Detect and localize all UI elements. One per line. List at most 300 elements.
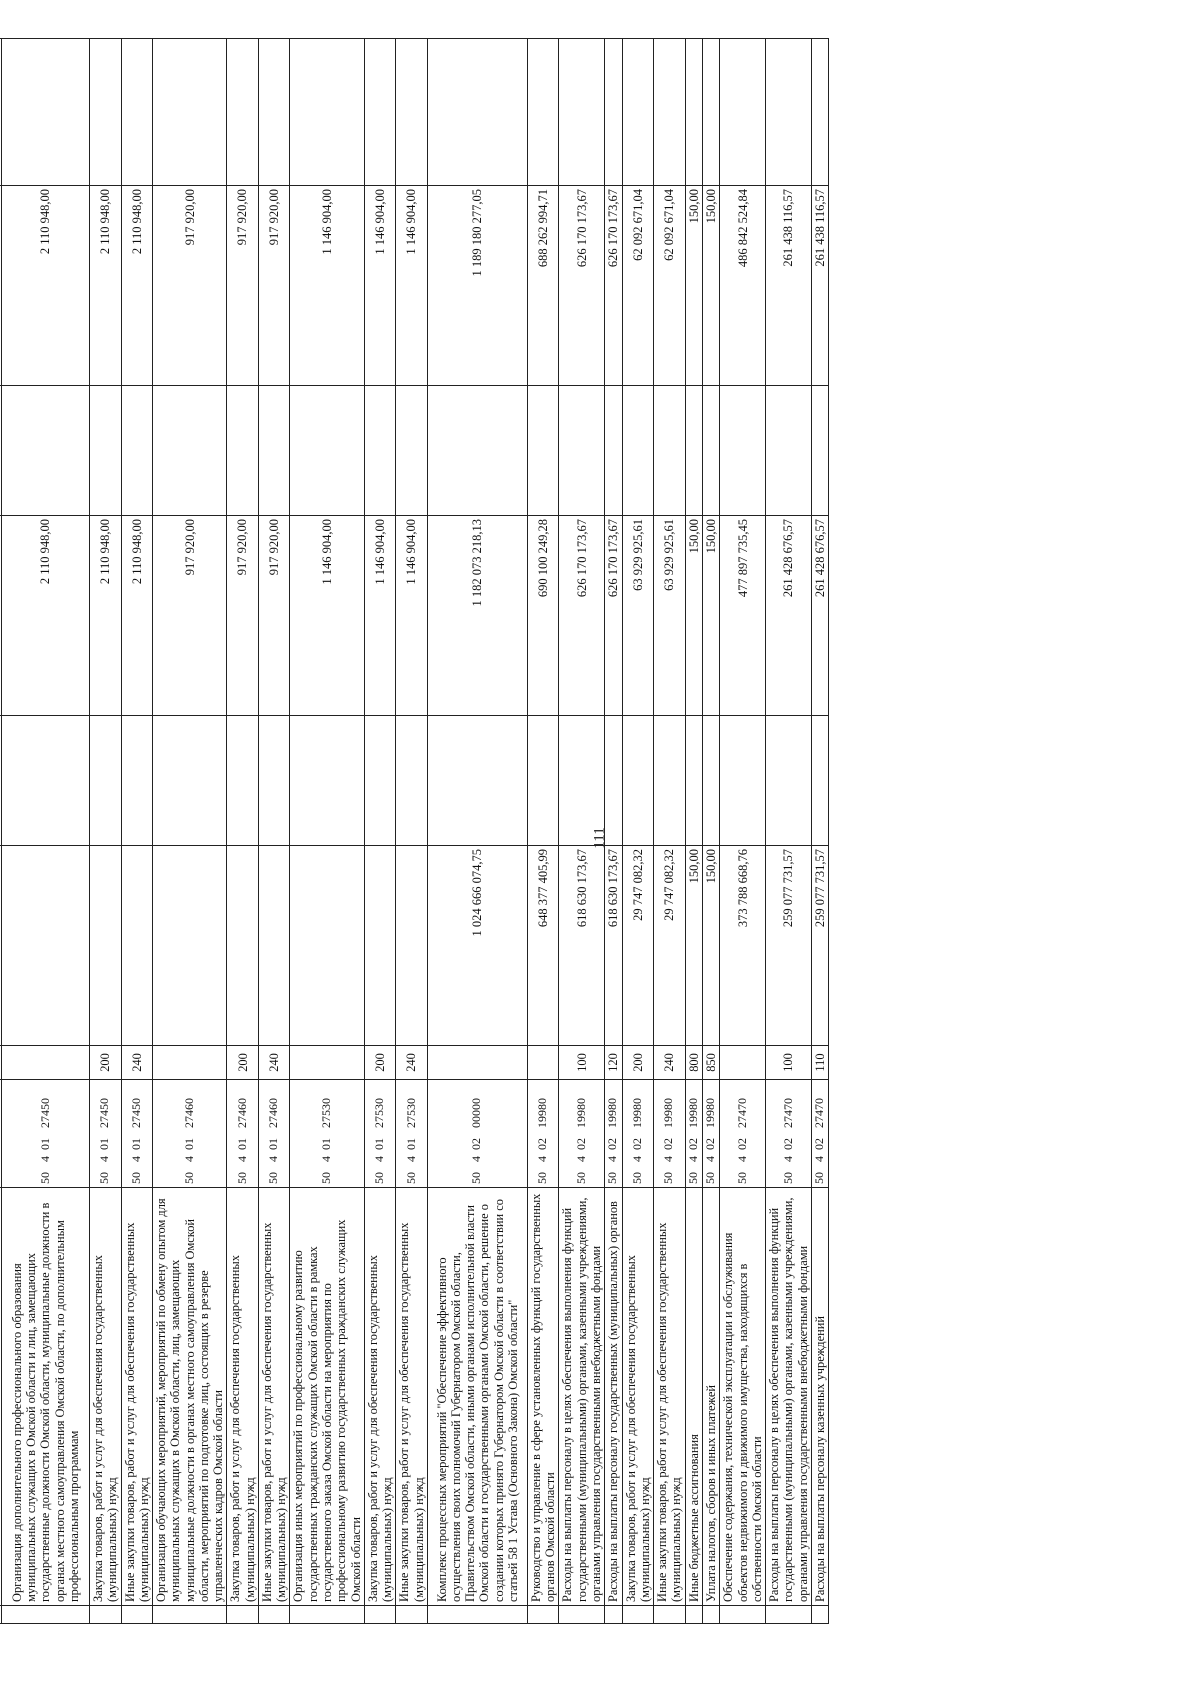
subprogram-code: 4 bbox=[685, 1156, 700, 1162]
amount-col7-cell bbox=[720, 516, 766, 716]
program-code: 50 bbox=[234, 1172, 249, 1184]
amount-col10-cell bbox=[702, 39, 719, 186]
table-row bbox=[559, 39, 605, 1624]
amount-col5: 1 024 666 074,75 bbox=[470, 849, 485, 937]
amount-col6-cell bbox=[766, 716, 812, 846]
amount-col8-cell bbox=[290, 386, 364, 516]
expense-type-code: 100 bbox=[574, 1053, 589, 1072]
amount-col9-cell bbox=[702, 186, 719, 386]
program-code: 50 bbox=[319, 1172, 334, 1184]
amount-col8-cell bbox=[153, 386, 227, 516]
program-code: 50 bbox=[780, 1172, 795, 1184]
description-text: Иные закупки товаров, работ и услуг для обеспечения государственных (муниципальных) нужд bbox=[259, 1222, 289, 1602]
description-cell bbox=[396, 1188, 428, 1606]
row-index-cell bbox=[258, 1606, 290, 1624]
description-text: Организация иных мероприятий по профессиональному развитию государственных гражданских служащих Омской области в рамках государственного заказа Омской области на мероприятия по профессиональному развитию государственных гражданских служащих Омской области bbox=[291, 1219, 363, 1602]
subprogram-code: 4 bbox=[734, 1156, 749, 1162]
item-code: 27460 bbox=[266, 1098, 281, 1128]
amount-col7: 63 929 925,61 bbox=[662, 519, 677, 591]
section-code: 02 bbox=[535, 1138, 550, 1150]
description-text: Иные закупки товаров, работ и услуг для обеспечения государственных (муниципальных) нужд bbox=[655, 1222, 684, 1602]
section-code: 02 bbox=[812, 1138, 827, 1150]
target-code-cell bbox=[364, 1080, 396, 1188]
expense-type-cell bbox=[121, 1046, 153, 1080]
amount-col7-cell bbox=[559, 516, 605, 716]
amount-col7-cell bbox=[702, 516, 719, 716]
amount-col5-cell bbox=[766, 846, 812, 1046]
amount-col7: 690 100 249,28 bbox=[535, 519, 550, 598]
table-row bbox=[720, 39, 766, 1624]
section-code: 02 bbox=[605, 1138, 620, 1150]
amount-col10-cell bbox=[654, 39, 686, 186]
table-row bbox=[153, 39, 227, 1624]
program-code: 50 bbox=[181, 1172, 196, 1184]
item-code: 19980 bbox=[535, 1098, 550, 1128]
item-code: 27450 bbox=[37, 1098, 52, 1128]
amount-col5-cell bbox=[605, 846, 622, 1046]
amount-col5-cell bbox=[702, 846, 719, 1046]
amount-col5-cell bbox=[396, 846, 428, 1046]
amount-col10-cell bbox=[720, 39, 766, 186]
page-number: 111 bbox=[591, 827, 608, 849]
amount-col9: 2 110 948,00 bbox=[129, 189, 144, 255]
amount-col9-cell bbox=[121, 186, 153, 386]
amount-col7-cell bbox=[605, 516, 622, 716]
amount-col9: 1 146 904,00 bbox=[372, 189, 387, 255]
description-text: Иные бюджетные ассигнования bbox=[686, 1434, 701, 1602]
amount-col10-cell bbox=[364, 39, 396, 186]
target-code-cell bbox=[685, 1080, 702, 1188]
description-text: Закупка товаров, работ и услуг для обеспечения государственных (муниципальных) нужд bbox=[228, 1255, 257, 1602]
amount-col10-cell bbox=[227, 39, 259, 186]
expense-type-cell bbox=[2, 1046, 90, 1080]
amount-col7: 2 110 948,00 bbox=[98, 519, 113, 585]
item-code: 27530 bbox=[372, 1098, 387, 1128]
target-code-cell bbox=[654, 1080, 686, 1188]
program-code: 50 bbox=[372, 1172, 387, 1184]
amount-col6-cell bbox=[90, 716, 122, 846]
table-row bbox=[290, 39, 364, 1624]
amount-col5-cell bbox=[559, 846, 605, 1046]
expense-type-cell bbox=[702, 1046, 719, 1080]
description-cell bbox=[559, 1188, 605, 1606]
amount-col10-cell bbox=[153, 39, 227, 186]
amount-col7-cell bbox=[622, 516, 654, 716]
description-text: Иные закупки товаров, работ и услуг для обеспечения государственных (муниципальных) нужд bbox=[397, 1222, 426, 1602]
amount-col5: 29 747 082,32 bbox=[630, 849, 645, 921]
section-code: 02 bbox=[734, 1138, 749, 1150]
expense-type-cell bbox=[685, 1046, 702, 1080]
target-code-cell bbox=[153, 1080, 227, 1188]
section-code: 02 bbox=[573, 1138, 588, 1150]
amount-col5-cell bbox=[685, 846, 702, 1046]
item-code: 19980 bbox=[605, 1098, 620, 1128]
expense-type-code: 240 bbox=[129, 1053, 144, 1072]
amount-col9-cell bbox=[654, 186, 686, 386]
amount-col6-cell bbox=[811, 716, 828, 846]
row-index-cell bbox=[290, 1606, 364, 1624]
amount-col9: 150,00 bbox=[686, 189, 701, 224]
subprogram-code: 4 bbox=[37, 1156, 52, 1162]
expense-type-cell bbox=[766, 1046, 812, 1080]
subprogram-code: 4 bbox=[181, 1156, 196, 1162]
subprogram-code: 4 bbox=[469, 1156, 484, 1162]
expense-type-code: 200 bbox=[372, 1053, 387, 1072]
amount-col7: 1 146 904,00 bbox=[372, 519, 387, 585]
amount-col6-cell bbox=[605, 716, 622, 846]
amount-col7-cell bbox=[90, 516, 122, 716]
target-code-cell bbox=[766, 1080, 812, 1188]
item-code: 27530 bbox=[319, 1098, 334, 1128]
subprogram-code: 4 bbox=[703, 1156, 718, 1162]
expense-type-cell bbox=[153, 1046, 227, 1080]
section-code: 02 bbox=[780, 1138, 795, 1150]
program-code: 50 bbox=[703, 1172, 718, 1184]
expense-type-code: 200 bbox=[630, 1053, 645, 1072]
description-cell bbox=[654, 1188, 686, 1606]
table-row bbox=[2, 39, 90, 1624]
description-text: Иные закупки товаров, работ и услуг для обеспечения государственных (муниципальных) нужд bbox=[122, 1222, 151, 1602]
amount-col5: 29 747 082,32 bbox=[662, 849, 677, 921]
table-row bbox=[121, 39, 153, 1624]
expense-type-code: 200 bbox=[98, 1053, 113, 1072]
amount-col10-cell bbox=[622, 39, 654, 186]
amount-col8-cell bbox=[121, 386, 153, 516]
section-code: 01 bbox=[403, 1138, 418, 1150]
amount-col5-cell bbox=[90, 846, 122, 1046]
table-row bbox=[90, 39, 122, 1624]
amount-col9: 917 920,00 bbox=[235, 189, 250, 246]
amount-col7: 261 428 676,57 bbox=[812, 519, 827, 598]
amount-col9-cell bbox=[153, 186, 227, 386]
item-code: 27460 bbox=[181, 1098, 196, 1128]
target-code-cell bbox=[427, 1080, 527, 1188]
expense-type-code: 850 bbox=[704, 1053, 719, 1072]
expense-type-cell bbox=[90, 1046, 122, 1080]
amount-col9-cell bbox=[364, 186, 396, 386]
amount-col10-cell bbox=[258, 39, 290, 186]
expense-type-cell bbox=[290, 1046, 364, 1080]
amount-col5-cell bbox=[811, 846, 828, 1046]
amount-col9-cell bbox=[811, 186, 828, 386]
amount-col6-cell bbox=[427, 716, 527, 846]
item-code: 27470 bbox=[734, 1098, 749, 1128]
amount-col7: 626 170 173,67 bbox=[606, 519, 621, 598]
row-index-cell bbox=[227, 1606, 259, 1624]
subprogram-code: 4 bbox=[535, 1156, 550, 1162]
program-code: 50 bbox=[685, 1172, 700, 1184]
amount-col7-cell bbox=[766, 516, 812, 716]
amount-col5-cell bbox=[2, 846, 90, 1046]
description-cell bbox=[121, 1188, 153, 1606]
amount-col10-cell bbox=[685, 39, 702, 186]
amount-col6-cell bbox=[559, 716, 605, 846]
expense-type-code: 240 bbox=[267, 1053, 282, 1072]
amount-col6-cell bbox=[396, 716, 428, 846]
amount-col5-cell bbox=[427, 846, 527, 1046]
program-code: 50 bbox=[266, 1172, 281, 1184]
item-code: 27470 bbox=[780, 1098, 795, 1128]
description-text: Закупка товаров, работ и услуг для обеспечения государственных (муниципальных) нужд bbox=[365, 1255, 395, 1602]
target-code-cell bbox=[702, 1080, 719, 1188]
section-code: 02 bbox=[629, 1138, 644, 1150]
amount-col8-cell bbox=[766, 386, 812, 516]
expense-type-cell bbox=[720, 1046, 766, 1080]
amount-col10-cell bbox=[427, 39, 527, 186]
amount-col7: 261 428 676,57 bbox=[781, 519, 796, 598]
item-code: 19980 bbox=[661, 1098, 676, 1128]
subprogram-code: 4 bbox=[812, 1156, 827, 1162]
program-code: 50 bbox=[661, 1172, 676, 1184]
expense-type-code: 100 bbox=[781, 1053, 796, 1072]
description-text: Расходы на выплаты персоналу в целях обеспечения выполнения функций государственными (муниципальными) органами, казенными учреждениями, органами управления государственными внебюджетными фондами bbox=[767, 1197, 810, 1602]
amount-col7-cell bbox=[685, 516, 702, 716]
amount-col6-cell bbox=[364, 716, 396, 846]
amount-col6-cell bbox=[2, 716, 90, 846]
target-code-cell bbox=[258, 1080, 290, 1188]
amount-col9: 2 110 948,00 bbox=[38, 189, 53, 255]
expense-type-code: 120 bbox=[606, 1053, 621, 1072]
program-code: 50 bbox=[812, 1172, 827, 1184]
amount-col10-cell bbox=[396, 39, 428, 186]
amount-col8-cell bbox=[527, 386, 559, 516]
row-index-cell bbox=[685, 1606, 702, 1624]
amount-col6-cell bbox=[702, 716, 719, 846]
amount-col7-cell bbox=[396, 516, 428, 716]
subprogram-code: 4 bbox=[234, 1156, 249, 1162]
section-code: 01 bbox=[97, 1138, 112, 1150]
amount-col7: 1 146 904,00 bbox=[319, 519, 334, 585]
description-cell bbox=[622, 1188, 654, 1606]
section-code: 01 bbox=[128, 1138, 143, 1150]
target-code-cell bbox=[90, 1080, 122, 1188]
target-code-cell bbox=[622, 1080, 654, 1188]
description-text: Расходы на выплаты персоналу казенных учреждений bbox=[813, 1316, 827, 1602]
table-row bbox=[396, 39, 428, 1624]
target-code-cell bbox=[527, 1080, 559, 1188]
expense-type-cell bbox=[622, 1046, 654, 1080]
target-code-cell bbox=[396, 1080, 428, 1188]
table-row bbox=[364, 39, 396, 1624]
amount-col9: 261 438 116,57 bbox=[812, 189, 827, 267]
row-index-cell bbox=[622, 1606, 654, 1624]
table-row bbox=[702, 39, 719, 1624]
subprogram-code: 4 bbox=[605, 1156, 620, 1162]
amount-col8-cell bbox=[622, 386, 654, 516]
row-index-cell bbox=[427, 1606, 527, 1624]
amount-col7-cell bbox=[364, 516, 396, 716]
amount-col9-cell bbox=[290, 186, 364, 386]
amount-col9-cell bbox=[766, 186, 812, 386]
expense-type-cell bbox=[811, 1046, 828, 1080]
amount-col9: 62 092 671,04 bbox=[630, 189, 645, 261]
item-code: 00000 bbox=[469, 1098, 484, 1128]
subprogram-code: 4 bbox=[573, 1156, 588, 1162]
program-code: 50 bbox=[37, 1172, 52, 1184]
target-code-cell bbox=[121, 1080, 153, 1188]
budget-table bbox=[0, 38, 829, 1624]
amount-col5: 618 630 173,67 bbox=[574, 849, 589, 928]
amount-col9-cell bbox=[227, 186, 259, 386]
amount-col9-cell bbox=[622, 186, 654, 386]
amount-col5-cell bbox=[364, 846, 396, 1046]
subprogram-code: 4 bbox=[372, 1156, 387, 1162]
amount-col9-cell bbox=[90, 186, 122, 386]
program-code: 50 bbox=[128, 1172, 143, 1184]
amount-col7: 2 110 948,00 bbox=[38, 519, 53, 585]
amount-col5-cell bbox=[153, 846, 227, 1046]
amount-col9: 486 842 524,84 bbox=[735, 189, 750, 268]
target-code-cell bbox=[290, 1080, 364, 1188]
description-cell bbox=[720, 1188, 766, 1606]
description-cell bbox=[527, 1188, 559, 1606]
item-code: 19980 bbox=[685, 1098, 700, 1128]
table-row bbox=[227, 39, 259, 1624]
amount-col5-cell bbox=[121, 846, 153, 1046]
amount-col5: 259 077 731,57 bbox=[812, 849, 827, 928]
table-row bbox=[766, 39, 812, 1624]
section-code: 01 bbox=[319, 1138, 334, 1150]
table-row bbox=[605, 39, 622, 1624]
amount-col5-cell bbox=[622, 846, 654, 1046]
description-cell bbox=[258, 1188, 290, 1606]
amount-col9: 1 189 180 277,05 bbox=[470, 189, 485, 277]
expense-type-cell bbox=[605, 1046, 622, 1080]
target-code-cell bbox=[811, 1080, 828, 1188]
description-text: Обеспечение содержания, технической эксплуатации и обслуживания объектов недвижимого и движимого имущества, находящихся в собственности Омской области bbox=[721, 1232, 764, 1602]
amount-col5-cell bbox=[720, 846, 766, 1046]
description-cell bbox=[90, 1188, 122, 1606]
row-index-cell bbox=[559, 1606, 605, 1624]
description-text: Комплекс процессных мероприятий "Обеспечение эффективного осуществления своих полномочий Губернатором Омской области, Правительством Омской области, иными органами исполнительной власти Омской области и государственными органами Омской области, решение о создании которых принято Губернатором Омской области в соответствии со статьей 58 1 Устава (Основного Закона) Омской области" bbox=[434, 1199, 520, 1602]
target-code-cell bbox=[2, 1080, 90, 1188]
amount-col5: 150,00 bbox=[703, 849, 718, 884]
amount-col9: 626 170 173,67 bbox=[606, 189, 621, 268]
amount-col8-cell bbox=[427, 386, 527, 516]
amount-col7: 917 920,00 bbox=[182, 519, 197, 576]
amount-col8-cell bbox=[605, 386, 622, 516]
amount-col7: 1 146 904,00 bbox=[404, 519, 419, 585]
table-row bbox=[527, 39, 559, 1624]
section-code: 01 bbox=[37, 1138, 52, 1150]
description-text: Закупка товаров, работ и услуг для обеспечения государственных (муниципальных) нужд bbox=[91, 1255, 120, 1602]
expense-type-cell bbox=[364, 1046, 396, 1080]
section-code: 02 bbox=[469, 1138, 484, 1150]
row-index-cell bbox=[702, 1606, 719, 1624]
amount-col7: 477 897 735,45 bbox=[735, 519, 750, 598]
amount-col9: 626 170 173,67 bbox=[574, 189, 589, 268]
description-text: Организация обучающих мероприятий, мероприятий по обмену опытом для муниципальных служащих в Омской области, лиц, замещающих муниципальные должности в органах местного самоуправления Омской области, мероприятий по подготовке лиц, состоящих в резерве управленческих кадров Омской области bbox=[154, 1198, 226, 1602]
row-index-cell bbox=[720, 1606, 766, 1624]
expense-type-cell bbox=[227, 1046, 259, 1080]
description-cell bbox=[153, 1188, 227, 1606]
amount-col7: 150,00 bbox=[703, 519, 718, 554]
section-code: 01 bbox=[372, 1138, 387, 1150]
row-index-cell bbox=[605, 1606, 622, 1624]
program-code: 50 bbox=[403, 1172, 418, 1184]
amount-col8-cell bbox=[258, 386, 290, 516]
description-cell bbox=[2, 1188, 90, 1606]
amount-col6-cell bbox=[153, 716, 227, 846]
amount-col5: 373 788 668,76 bbox=[735, 849, 750, 928]
section-code: 02 bbox=[685, 1138, 700, 1150]
amount-col6-cell bbox=[527, 716, 559, 846]
amount-col9: 150,00 bbox=[703, 189, 718, 224]
target-code-cell bbox=[559, 1080, 605, 1188]
table-row bbox=[427, 39, 527, 1624]
amount-col7: 2 110 948,00 bbox=[129, 519, 144, 585]
amount-col5-cell bbox=[527, 846, 559, 1046]
amount-col10-cell bbox=[766, 39, 812, 186]
amount-col7-cell bbox=[153, 516, 227, 716]
description-text: Организация дополнительного профессионального образования муниципальных служащих в Омской области и лиц, замещающих государственные должности Омской области, муниципальные должности в органах местного самоуправления Омской области, по дополнительным профессиональным программам bbox=[9, 1202, 81, 1602]
table-row bbox=[622, 39, 654, 1624]
description-cell bbox=[811, 1188, 828, 1606]
amount-col8-cell bbox=[702, 386, 719, 516]
amount-col7-cell bbox=[258, 516, 290, 716]
description-cell bbox=[766, 1188, 812, 1606]
section-code: 02 bbox=[703, 1138, 718, 1150]
amount-col7-cell bbox=[527, 516, 559, 716]
program-code: 50 bbox=[629, 1172, 644, 1184]
section-code: 01 bbox=[181, 1138, 196, 1150]
amount-col10-cell bbox=[121, 39, 153, 186]
amount-col6-cell bbox=[121, 716, 153, 846]
amount-col5: 648 377 405,99 bbox=[535, 849, 550, 928]
amount-col7-cell bbox=[2, 516, 90, 716]
amount-col9-cell bbox=[605, 186, 622, 386]
subprogram-code: 4 bbox=[780, 1156, 795, 1162]
target-code-cell bbox=[605, 1080, 622, 1188]
amount-col9: 917 920,00 bbox=[267, 189, 281, 246]
amount-col8-cell bbox=[685, 386, 702, 516]
subprogram-code: 4 bbox=[97, 1156, 112, 1162]
row-index-cell bbox=[90, 1606, 122, 1624]
amount-col9: 261 438 116,57 bbox=[781, 189, 796, 267]
program-code: 50 bbox=[535, 1172, 550, 1184]
amount-col6-cell bbox=[622, 716, 654, 846]
subprogram-code: 4 bbox=[319, 1156, 334, 1162]
section-code: 01 bbox=[234, 1138, 249, 1150]
amount-col10-cell bbox=[559, 39, 605, 186]
description-text: Уплата налогов, сборов и иных платежей bbox=[704, 1384, 719, 1602]
row-index-cell bbox=[396, 1606, 428, 1624]
description-text: Закупка товаров, работ и услуг для обеспечения государственных (муниципальных) нужд bbox=[623, 1255, 652, 1602]
rotated-table-frame bbox=[0, 34, 984, 1634]
amount-col7-cell bbox=[290, 516, 364, 716]
item-code: 27530 bbox=[403, 1098, 418, 1128]
amount-col10-cell bbox=[605, 39, 622, 186]
item-code: 27450 bbox=[128, 1098, 143, 1128]
amount-col5-cell bbox=[227, 846, 259, 1046]
row-index-cell bbox=[654, 1606, 686, 1624]
amount-col8-cell bbox=[227, 386, 259, 516]
amount-col9-cell bbox=[559, 186, 605, 386]
amount-col7: 917 920,00 bbox=[235, 519, 250, 576]
subprogram-code: 4 bbox=[266, 1156, 281, 1162]
amount-col8-cell bbox=[654, 386, 686, 516]
row-index-cell bbox=[121, 1606, 153, 1624]
program-code: 50 bbox=[605, 1172, 620, 1184]
table-row bbox=[811, 39, 828, 1624]
target-code-cell bbox=[720, 1080, 766, 1188]
item-code: 27450 bbox=[97, 1098, 112, 1128]
amount-col7: 1 182 073 218,13 bbox=[470, 519, 485, 607]
expense-type-code: 110 bbox=[813, 1053, 827, 1072]
amount-col5: 618 630 173,67 bbox=[606, 849, 621, 928]
amount-col5-cell bbox=[290, 846, 364, 1046]
amount-col9-cell bbox=[720, 186, 766, 386]
